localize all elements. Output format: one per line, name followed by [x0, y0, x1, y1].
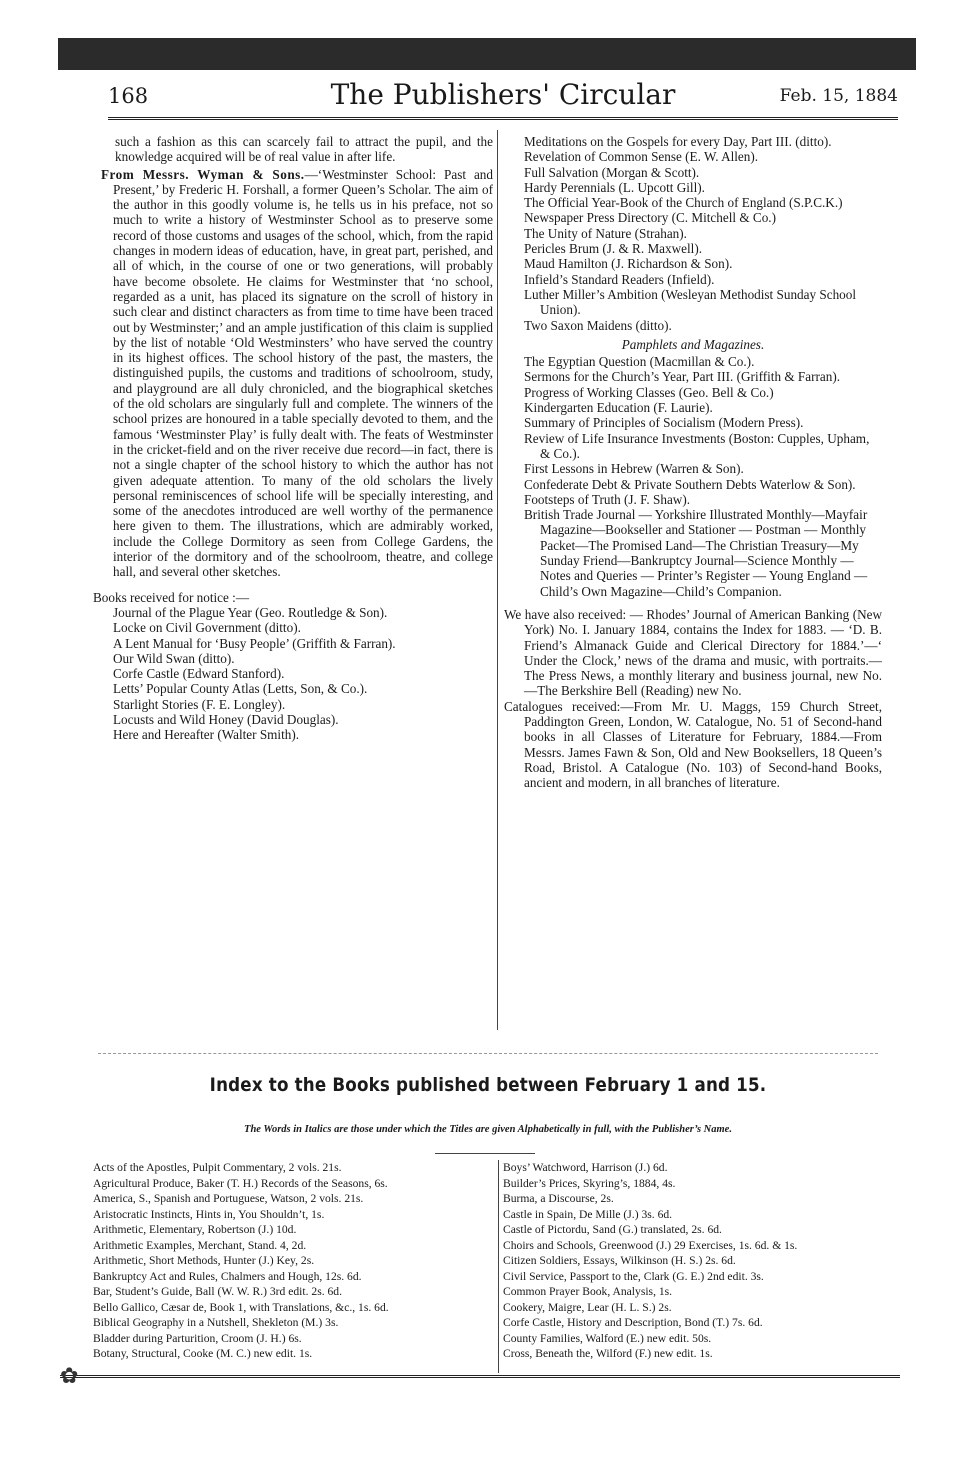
book-entry: Revelation of Common Sense (E. W. Allen).	[524, 149, 759, 165]
index-short-rule	[435, 1153, 535, 1154]
index-entry: Arithmetic Examples, Merchant, Stand. 4, 2d.	[93, 1238, 307, 1252]
book-entry: Locke on Civil Government (ditto).	[113, 620, 301, 636]
book-entry: Meditations on the Gospels for every Day, Part III. (ditto).	[524, 134, 832, 149]
notice-intro: Books received for notice :—	[93, 589, 250, 605]
left-column	[93, 134, 493, 743]
book-entry: Our Wild Swan (ditto).	[113, 650, 235, 666]
header-rule	[108, 117, 898, 122]
index-right-column	[503, 1160, 883, 1362]
book-entry: Starlight Stories (F. E. Longley).	[113, 696, 286, 712]
index-title: Index to the Books published between February 1 and 15.	[209, 1074, 767, 1096]
page-header	[108, 78, 898, 114]
index-entry: Castle in Spain, De Mille (J.) 3s. 6d.	[503, 1207, 673, 1221]
book-entry: The Unity of Nature (Strahan).	[524, 225, 687, 241]
review-body: —‘Westminster School: Past and Present,’ by Frederic H. Forshall, a former Queen’s Scholar. The aim of the author in this goodly volume is, he tells us in his preface, not so much to write a history of Westminster School as to preserve some record of those customs and usages of the school, which, from the rapid changes in modern ideas of education, have, in great part, perished, and all of which, in the course of one or two generations, will probably have become obsolete. He claims for Westminster that ‘no school, regarded as a unit, has placed its signature on the scroll of history in such clear and distinct characters as from time to time have been traced out by Westminster;’ and an ample justification of this claim is supplied by the list of notable ‘Old Westminsters’ who have served the country in its highest offices. The school history of the past, the masters, the distinguished pupils, the customs and traditions of schoolroom, study, and playground are all duly chronicled, and the biographical sketches of the old scholars are singularly full and complete. The winners of the school prizes are honoured in a table specially devoted to them, and the famous ‘Westminster Play’ is fully dealt with. The feats of Westminster in the cricket-field and on the river receive due record—in fact, there is not a single chapter of the school history to which the author has not given adequate attention. To many of the old scholars the lively personal reminiscences of school life will be specially interesting, and some of the anecdotes introduced are well worthy of the permanence here given to them. The illustrations, which are admirably worked, include the College Dormitory as seen from College Gardens, the interior of the dormitory and of the schoolroom, theatre, and college hall, and several other sketches.	[113, 166, 493, 580]
pamphlet-entry: British Trade Journal — Yorkshire Illustrated Monthly—Mayfair Magazine—Bookseller and Stationer — Postman — Monthly Packet—The Promised Land—The Christian Treasury—My Sunday Friend—Bankruptcy Journal—Science Monthly — Notes and Queries — Printer’s Register — Young England — Child’s Own Magazine—Child’s Companion.	[524, 507, 868, 599]
book-entry: Corfe Castle (Edward Stanford).	[113, 666, 285, 682]
corner-ornament-icon: ✿	[60, 1364, 79, 1389]
index-entry: Arithmetic, Short Methods, Hunter (J.) Key, 2s.	[93, 1254, 315, 1267]
book-entry: Infield’s Standard Readers (Infield).	[524, 271, 715, 287]
pamphlet-entry: Review of Life Insurance Investments (Boston: Cupples, Upham, & Co.).	[524, 430, 870, 461]
index-note: The Words in Italics are those under which the Titles are given Alphabetically in full, with the Publisher’s Name.	[244, 1124, 732, 1135]
issue-date: Feb. 15, 1884	[779, 86, 898, 106]
index-entry: Citizen Soldiers, Essays, Wilkinson (H. S.) 2s. 6d.	[503, 1254, 736, 1267]
book-entry: Hardy Perennials (L. Upcott Gill).	[524, 179, 705, 195]
pamphlet-entry: Kindergarten Education (F. Laurie).	[524, 400, 713, 416]
pamphlet-entry: Confederate Debt & Private Southern Debts Waterlow & Son).	[524, 476, 856, 492]
book-entry: Here and Hereafter (Walter Smith).	[113, 727, 300, 743]
column-divider	[497, 130, 498, 1030]
index-entry: Builder’s Prices, Skyring’s, 1884, 4s.	[503, 1176, 676, 1190]
pamphlet-entry: Summary of Principles of Socialism (Modern Press).	[524, 415, 804, 431]
book-entry: Newspaper Press Directory (C. Mitchell & Co.)	[524, 210, 776, 226]
right-column	[504, 134, 882, 790]
pamphlet-entry: Footsteps of Truth (J. F. Shaw).	[524, 491, 691, 507]
index-entry: Biblical Geography in a Nutshell, Shekleton (M.) 3s.	[93, 1316, 339, 1329]
index-entry: Bankruptcy Act and Rules, Chalmers and Hough, 12s. 6d.	[93, 1269, 362, 1283]
index-entry: Corfe Castle, History and Description, Bond (T.) 7s. 6d.	[503, 1316, 763, 1329]
index-entry: Agricultural Produce, Baker (T. H.) Records of the Seasons, 6s.	[93, 1176, 388, 1190]
index-entry: Arithmetic, Elementary, Robertson (J.) 10d.	[93, 1223, 297, 1236]
index-column-divider	[498, 1160, 499, 1373]
opening-paragraph: such a fashion as this can scarcely fail to attract the pupil, and the knowledge acquired will be of real value in after life.	[115, 134, 493, 165]
index-entry: Choirs and Schools, Greenwood (J.) 29 Exercises, 1s. 6d. & 1s.	[503, 1238, 798, 1252]
index-entry: Botany, Structural, Cooke (M. C.) new edit. 1s.	[93, 1347, 313, 1360]
index-entry: Boys’ Watchword, Harrison (J.) 6d.	[503, 1161, 668, 1174]
book-entry: Letts’ Popular County Atlas (Letts, Son, & Co.).	[113, 681, 368, 697]
westminster-review	[93, 167, 493, 580]
index-entry: Bar, Student’s Guide, Ball (W. W. R.) 3rd edit. 2s. 6d.	[93, 1285, 343, 1298]
book-entry: The Official Year-Book of the Church of England (S.P.C.K.)	[524, 195, 843, 211]
pamphlets-list	[504, 354, 882, 599]
book-entry: Journal of the Plague Year (Geo. Routledge & Son).	[113, 604, 388, 620]
index-entry: Bello Gallico, Cæsar de, Book 1, with Translations, &c., 1s. 6d.	[93, 1300, 389, 1314]
index-entry: Burma, a Discourse, 2s.	[503, 1192, 614, 1205]
index-entry: Cross, Beneath the, Wilford (F.) new edit. 1s.	[503, 1347, 713, 1360]
book-entry: Full Salvation (Morgan & Scott).	[524, 164, 700, 180]
books-for-notice-list	[93, 605, 493, 743]
index-entry: America, S., Spanish and Portuguese, Watson, 2 vols. 21s.	[93, 1192, 364, 1205]
book-entry: Two Saxon Maidens (ditto).	[524, 317, 672, 333]
publisher-name: From Messrs. Wyman & Sons.	[101, 166, 305, 182]
pamphlet-entry: Progress of Working Classes (Geo. Bell & Co.)	[524, 384, 774, 400]
footer-rule	[60, 1375, 900, 1381]
section-separator	[98, 1053, 878, 1054]
index-entry: Aristocratic Instincts, Hints in, You Shouldn’t, 1s.	[93, 1207, 325, 1221]
book-entry: A Lent Manual for ‘Busy People’ (Griffith & Farran).	[113, 635, 396, 651]
pamphlet-entry: The Egyptian Question (Macmillan & Co.).	[524, 354, 755, 370]
pamphlet-entry: Sermons for the Church’s Year, Part III. (Griffith & Farran).	[524, 369, 841, 385]
index-left-column	[93, 1160, 498, 1362]
catalogues-paragraph: Catalogues received:—From Mr. U. Maggs, 159 Church Street, Paddington Green, London, W. Catalogue, No. 51 of Second-hand books in all Classes of Literature for February, 1884.—From Messrs. James Fawn & Son, Old and New Booksellers, 18 Queen’s Road, Bristol. A Catalogue (No. 103) of Second-hand Books, ancient and modern, in all branches of literature.	[504, 698, 882, 791]
index-entry: County Families, Walford (E.) new edit. 50s.	[503, 1331, 712, 1345]
books-list-continued	[504, 134, 882, 333]
index-entry: Bladder during Parturition, Croom (J. H.) 6s.	[93, 1331, 302, 1345]
index-entry: Civil Service, Passport to the, Clark (G. E.) 2nd edit. 3s.	[503, 1269, 764, 1283]
book-entry: Locusts and Wild Honey (David Douglas).	[113, 711, 339, 727]
book-entry: Luther Miller’s Ambition (Wesleyan Methodist Sunday School Union).	[524, 286, 857, 318]
index-entry: Cookery, Maigre, Lear (H. L. S.) 2s.	[503, 1300, 672, 1314]
index-entry: Acts of the Apostles, Pulpit Commentary, 2 vols. 21s.	[93, 1161, 342, 1174]
scan-top-band	[58, 38, 916, 70]
book-entry: Maud Hamilton (J. Richardson & Son).	[524, 256, 733, 272]
index-entry: Castle of Pictordu, Sand (G.) translated, 2s. 6d.	[503, 1223, 722, 1236]
page-number: 168	[108, 84, 149, 108]
also-received-paragraph: We have also received: — Rhodes’ Journal of American Banking (New York) No. I. January 1884, contains the Index for 1883. — ‘D. B. Friend’s Almanack Guide and Clerical Directory for 1884.’—‘ Under the Clock,’ news of the drama and music, with portraits.—The Press News, a monthly literary and business journal, new No.—The Berkshire Bell (Reading) new No.	[504, 606, 882, 699]
pamphlets-heading: Pamphlets and Magazines.	[621, 336, 765, 352]
journal-title: The Publishers' Circular	[330, 78, 676, 111]
book-entry: Pericles Brum (J. & R. Maxwell).	[524, 241, 703, 257]
index-entry: Common Prayer Book, Analysis, 1s.	[503, 1285, 673, 1298]
pamphlet-entry: First Lessons in Hebrew (Warren & Son).	[524, 461, 744, 477]
